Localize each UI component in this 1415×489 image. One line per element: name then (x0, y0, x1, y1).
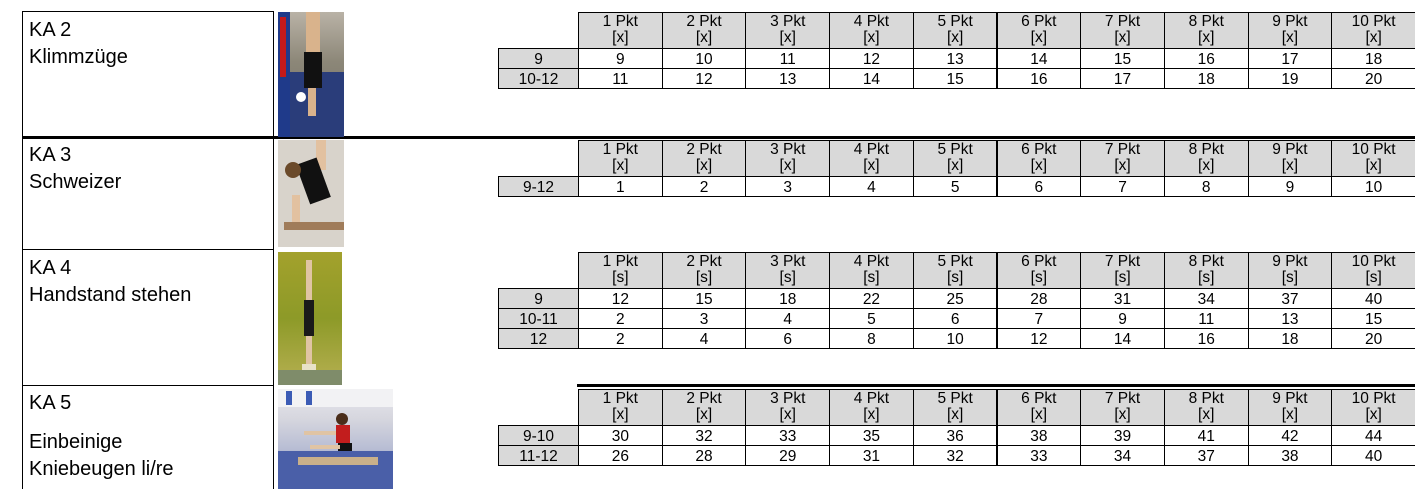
unit-label: [x] (1030, 157, 1048, 174)
unit-label: [s] (779, 269, 796, 286)
points-value-cell: 3 (745, 176, 830, 197)
gymnast-handstand-photo (278, 252, 342, 385)
points-label: 1 Pkt (602, 253, 638, 270)
section-ka5-name-line1: Einbeinige (29, 431, 123, 453)
points-label: 7 Pkt (1104, 13, 1141, 30)
points-header-cell (662, 252, 747, 289)
unit-label: [s] (1030, 269, 1048, 286)
unit-label: [x] (1281, 406, 1299, 423)
points-value-cell: 29 (745, 445, 830, 466)
points-value-cell: 15 (1080, 48, 1165, 69)
points-header-cell (1331, 252, 1415, 289)
unit-label: [x] (946, 157, 964, 174)
points-label: 9 Pkt (1272, 390, 1308, 407)
points-value-cell: 25 (913, 288, 998, 309)
points-value-cell: 31 (829, 445, 914, 466)
frame-left (22, 11, 23, 489)
points-label: 2 Pkt (686, 253, 722, 270)
points-value-cell: 16 (1164, 48, 1249, 69)
points-value-cell: 8 (829, 328, 914, 349)
points-value-cell: 26 (578, 445, 663, 466)
points-value-cell: 14 (1080, 328, 1165, 349)
points-value-cell: 33 (997, 445, 1082, 466)
points-label: 1 Pkt (602, 141, 638, 158)
unit-label: [x] (1365, 29, 1382, 46)
points-label: 6 Pkt (1021, 253, 1057, 270)
unit-label: [x] (779, 157, 796, 174)
points-value-cell: 7 (1080, 176, 1165, 197)
points-value-cell: 17 (1080, 68, 1165, 89)
points-value-cell: 18 (1248, 328, 1333, 349)
points-value-cell: 34 (1164, 288, 1249, 309)
points-value-cell: 20 (1331, 68, 1415, 89)
unit-label: [x] (1198, 406, 1215, 423)
points-value-cell: 4 (745, 308, 830, 329)
points-value-cell: 11 (578, 68, 663, 89)
grade-cell: 10-11 (498, 308, 579, 329)
points-header-cell (829, 252, 914, 289)
points-label: 7 Pkt (1104, 141, 1141, 158)
unit-label: [x] (695, 29, 713, 46)
points-value-cell: 7 (997, 308, 1082, 329)
points-header-cell (745, 140, 830, 177)
points-value-cell: 6 (913, 308, 998, 329)
unit-label: [s] (863, 269, 880, 286)
section-ka5-name-line2: Kniebeugen li/re (29, 458, 174, 480)
points-header-cell (578, 252, 663, 289)
points-value-cell: 13 (913, 48, 998, 69)
points-value-cell: 31 (1080, 288, 1165, 309)
section-ka4-id: KA 4 (29, 257, 72, 279)
points-value-cell: 41 (1164, 425, 1249, 446)
points-label: 3 Pkt (770, 141, 806, 158)
unit-label: [x] (946, 406, 964, 423)
points-value-cell: 18 (1164, 68, 1249, 89)
points-value-cell: 13 (745, 68, 830, 89)
section-ka2-id: KA 2 (29, 19, 72, 41)
points-header-cell (1080, 12, 1165, 49)
grade-cell: 9-12 (498, 176, 579, 197)
points-header-cell (997, 252, 1082, 289)
points-value-cell: 40 (1331, 288, 1415, 309)
unit-label: [x] (1114, 157, 1131, 174)
points-header-cell (662, 12, 747, 49)
points-value-cell: 14 (997, 48, 1082, 69)
points-label: 10 Pkt (1351, 13, 1396, 30)
points-value-cell: 38 (1248, 445, 1333, 466)
grade-cell: 9 (498, 48, 579, 69)
points-value-cell: 40 (1331, 445, 1415, 466)
unit-label: [x] (1114, 406, 1131, 423)
points-header-cell (1164, 389, 1249, 426)
points-value-cell: 11 (745, 48, 830, 69)
section-divider-1 (22, 136, 1415, 139)
points-header-cell (1164, 140, 1249, 177)
points-value-cell: 15 (1331, 308, 1415, 329)
unit-label: [s] (1365, 269, 1382, 286)
points-label: 2 Pkt (686, 13, 722, 30)
unit-label: [x] (1030, 29, 1048, 46)
points-label: 5 Pkt (937, 253, 973, 270)
points-label: 7 Pkt (1104, 390, 1141, 407)
points-header-cell (1248, 140, 1333, 177)
frame-col-divider (273, 11, 274, 489)
points-label: 2 Pkt (686, 390, 722, 407)
points-label: 5 Pkt (937, 141, 973, 158)
points-value-cell: 9 (578, 48, 663, 69)
points-value-cell: 35 (829, 425, 914, 446)
points-value-cell: 3 (662, 308, 747, 329)
points-label: 4 Pkt (853, 13, 890, 30)
points-header-cell (578, 389, 663, 426)
unit-label: [x] (612, 157, 629, 174)
points-header-cell (745, 252, 830, 289)
points-label: 8 Pkt (1188, 13, 1224, 30)
points-label: 1 Pkt (602, 13, 638, 30)
points-value-cell: 6 (997, 176, 1082, 197)
points-label: 2 Pkt (686, 141, 722, 158)
points-value-cell: 15 (913, 68, 998, 89)
points-value-cell: 2 (662, 176, 747, 197)
section-ka3-id: KA 3 (29, 144, 72, 166)
points-label: 6 Pkt (1021, 141, 1057, 158)
points-header-cell (745, 389, 830, 426)
points-label: 8 Pkt (1188, 390, 1224, 407)
points-value-cell: 17 (1248, 48, 1333, 69)
points-value-cell: 19 (1248, 68, 1333, 89)
points-header-cell (662, 389, 747, 426)
points-value-cell: 2 (578, 328, 663, 349)
points-header-cell (1164, 252, 1249, 289)
section-ka5-id: KA 5 (29, 392, 72, 414)
unit-label: [s] (1198, 269, 1215, 286)
points-header-cell (662, 140, 747, 177)
points-value-cell: 15 (662, 288, 747, 309)
points-header-cell (997, 389, 1082, 426)
points-label: 5 Pkt (937, 13, 973, 30)
points-header-cell (578, 140, 663, 177)
section-divider-3 (22, 385, 274, 386)
points-label: 3 Pkt (770, 390, 806, 407)
points-header-cell (829, 12, 914, 49)
points-label: 9 Pkt (1272, 253, 1308, 270)
section-divider-3b (577, 384, 1415, 387)
points-header-cell (1331, 389, 1415, 426)
unit-label: [x] (1365, 406, 1382, 423)
points-header-cell (829, 389, 914, 426)
unit-label: [s] (695, 269, 713, 286)
points-value-cell: 2 (578, 308, 663, 329)
points-value-cell: 37 (1248, 288, 1333, 309)
points-value-cell: 33 (745, 425, 830, 446)
points-value-cell: 39 (1080, 425, 1165, 446)
points-value-cell: 4 (829, 176, 914, 197)
points-header-cell (913, 389, 998, 426)
points-value-cell: 10 (662, 48, 747, 69)
points-value-cell: 9 (1248, 176, 1333, 197)
points-label: 1 Pkt (602, 390, 638, 407)
grade-cell: 9-10 (498, 425, 579, 446)
unit-label: [x] (1114, 29, 1131, 46)
unit-label: [x] (1198, 157, 1215, 174)
points-value-cell: 14 (829, 68, 914, 89)
unit-label: [s] (1114, 269, 1131, 286)
unit-label: [x] (863, 157, 880, 174)
points-value-cell: 10 (1331, 176, 1415, 197)
points-value-cell: 16 (1164, 328, 1249, 349)
points-value-cell: 34 (1080, 445, 1165, 466)
points-header-cell (1248, 389, 1333, 426)
unit-label: [x] (863, 29, 880, 46)
points-value-cell: 18 (1331, 48, 1415, 69)
points-label: 4 Pkt (853, 141, 890, 158)
unit-label: [s] (1281, 269, 1299, 286)
grade-cell: 12 (498, 328, 579, 349)
unit-label: [x] (612, 406, 629, 423)
unit-label: [x] (779, 406, 796, 423)
points-value-cell: 12 (578, 288, 663, 309)
unit-label: [x] (1365, 157, 1382, 174)
gymnast-pullups-photo (278, 12, 344, 137)
points-value-cell: 37 (1164, 445, 1249, 466)
points-label: 4 Pkt (853, 253, 890, 270)
unit-label: [x] (1281, 157, 1299, 174)
unit-label: [x] (695, 157, 713, 174)
points-header-cell (1248, 252, 1333, 289)
points-label: 7 Pkt (1104, 253, 1141, 270)
points-value-cell: 42 (1248, 425, 1333, 446)
points-header-cell (1080, 140, 1165, 177)
points-value-cell: 12 (997, 328, 1082, 349)
points-header-cell (745, 12, 830, 49)
points-value-cell: 32 (662, 425, 747, 446)
points-value-cell: 9 (1080, 308, 1165, 329)
points-value-cell: 20 (1331, 328, 1415, 349)
section-ka3-name: Schweizer (29, 171, 122, 193)
points-label: 10 Pkt (1351, 141, 1396, 158)
points-header-cell (1248, 12, 1333, 49)
points-value-cell: 16 (997, 68, 1082, 89)
points-label: 4 Pkt (853, 390, 890, 407)
points-label: 3 Pkt (770, 13, 806, 30)
unit-label: [x] (1030, 406, 1048, 423)
points-header-cell (913, 12, 998, 49)
points-value-cell: 22 (829, 288, 914, 309)
unit-label: [s] (946, 269, 964, 286)
gymnast-pistol-squat-photo (278, 389, 393, 489)
points-value-cell: 6 (745, 328, 830, 349)
points-label: 10 Pkt (1351, 390, 1396, 407)
points-header-cell (1080, 252, 1165, 289)
points-value-cell: 4 (662, 328, 747, 349)
points-header-cell (578, 12, 663, 49)
points-value-cell: 12 (829, 48, 914, 69)
points-value-cell: 30 (578, 425, 663, 446)
points-header-cell (1331, 140, 1415, 177)
grade-cell: 11-12 (498, 445, 579, 466)
points-header-cell (913, 252, 998, 289)
points-value-cell: 5 (913, 176, 998, 197)
points-value-cell: 38 (997, 425, 1082, 446)
section-ka4-name: Handstand stehen (29, 284, 192, 306)
points-value-cell: 13 (1248, 308, 1333, 329)
grade-cell: 10-12 (498, 68, 579, 89)
unit-label: [x] (1281, 29, 1299, 46)
points-value-cell: 18 (745, 288, 830, 309)
unit-label: [x] (863, 406, 880, 423)
points-label: 8 Pkt (1188, 253, 1224, 270)
points-header-cell (1164, 12, 1249, 49)
gymnast-swiss-support-photo (278, 140, 344, 247)
points-value-cell: 32 (913, 445, 998, 466)
points-value-cell: 44 (1331, 425, 1415, 446)
unit-label: [x] (612, 29, 629, 46)
points-header-cell (829, 140, 914, 177)
points-value-cell: 12 (662, 68, 747, 89)
points-value-cell: 28 (997, 288, 1082, 309)
points-value-cell: 8 (1164, 176, 1249, 197)
unit-label: [x] (1198, 29, 1215, 46)
points-value-cell: 5 (829, 308, 914, 329)
grade-cell: 9 (498, 288, 579, 309)
unit-label: [x] (779, 29, 796, 46)
points-value-cell: 36 (913, 425, 998, 446)
points-header-cell (997, 12, 1082, 49)
points-label: 3 Pkt (770, 253, 806, 270)
points-label: 9 Pkt (1272, 141, 1308, 158)
points-value-cell: 11 (1164, 308, 1249, 329)
section-ka2-name: Klimmzüge (29, 46, 128, 68)
points-value-cell: 10 (913, 328, 998, 349)
points-label: 10 Pkt (1351, 253, 1396, 270)
unit-label: [x] (695, 406, 713, 423)
points-value-cell: 28 (662, 445, 747, 466)
unit-label: [x] (946, 29, 964, 46)
points-header-cell (1080, 389, 1165, 426)
points-label: 8 Pkt (1188, 141, 1224, 158)
points-label: 5 Pkt (937, 390, 973, 407)
points-header-cell (997, 140, 1082, 177)
points-value-cell: 1 (578, 176, 663, 197)
section-divider-2 (22, 249, 274, 250)
points-label: 9 Pkt (1272, 13, 1308, 30)
points-label: 6 Pkt (1021, 390, 1057, 407)
points-header-cell (913, 140, 998, 177)
points-header-cell (1331, 12, 1415, 49)
unit-label: [s] (612, 269, 629, 286)
points-label: 6 Pkt (1021, 13, 1057, 30)
frame-top (22, 11, 274, 12)
